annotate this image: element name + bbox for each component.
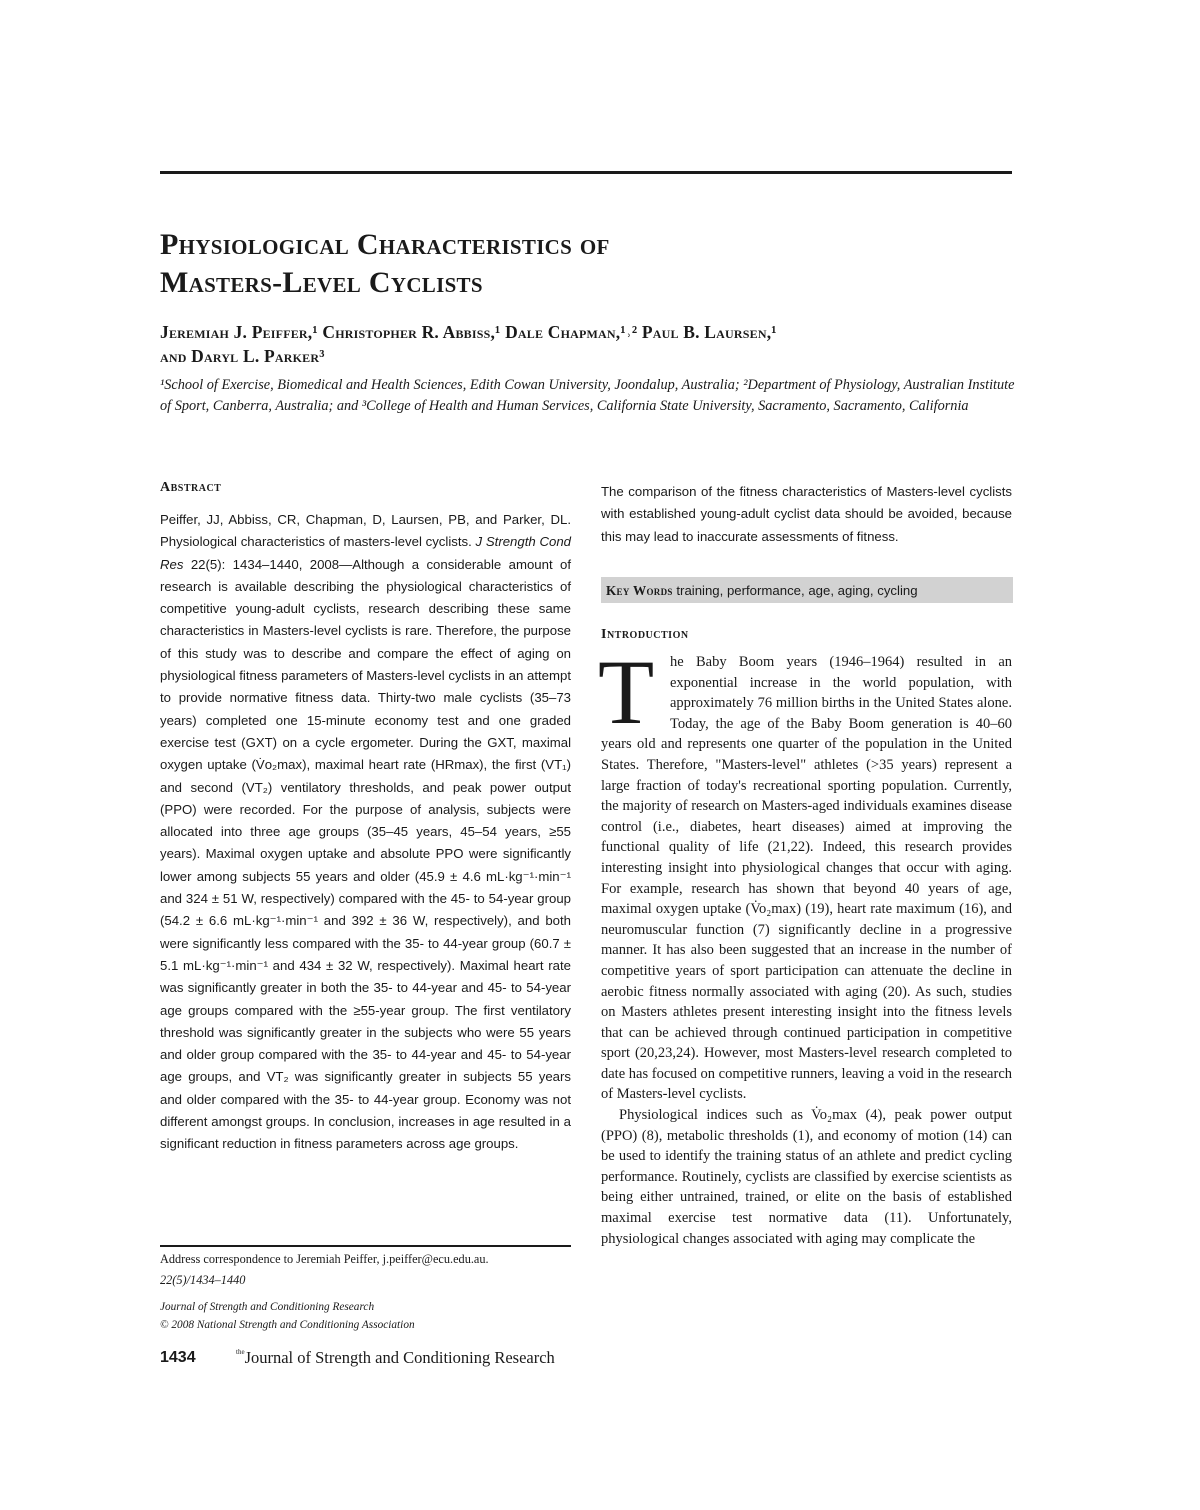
intro-paragraph-1: he Baby Boom years (1946–1964) resulted in an exponential increase in the world population, with approximately 76 million births in the United States alone. Today, the age of the Baby Boom generation is 40–60 years old and represents one quarter of the population in the United States. Therefore, "Masters-level" athletes (>35 years) represent a large fraction of today's recreational sporting population. Currently, the majority of research on Masters-aged individuals examines disease control (i.e., diabetes, heart diseases) aimed at improving the functional quality of life (21,22). Indeed, this research provides interesting insight into physiological changes that occur with aging. For example, research has shown that beyond 40 years of age, maximal oxygen uptake (V̇o₂max) (19), heart rate maximum (16), and neuromuscular function (7) significantly decline in a progressive manner. It has also been suggested that an increase in the number of competitive years of sport participation can attenuate the decline in aerobic fitness normally associated with aging (20). As such, studies on Masters athletes present interesting insight into the fitness levels that can be achieved through continued participation in competitive sport (20,23,24). However, most Masters-level research completed to date has focused on competitive runners, leaving a void in the research of Masters-level cyclists. — [601, 654, 1012, 1103]
abstract-body — [160, 509, 571, 1156]
affiliations: ¹School of Exercise, Biomedical and Health Sciences, Edith Cowan University, Joondalup, Australia; ²Department of Physiology, Australian Institute of Sport, Canberra, Australia; and ³College of Health and Human Services, California State University, Sacramento, Sacramento, California — [160, 377, 1015, 414]
journal-copyright — [160, 1298, 580, 1334]
authors-line-1: Jeremiah J. Peiffer,¹ Christopher R. Abbiss,¹ Dale Chapman,¹˒² Paul B. Laursen,¹ — [160, 322, 777, 342]
author-list — [160, 320, 1020, 368]
footer-the: the — [236, 1348, 245, 1356]
footer-journal-name: Journal of Strength and Conditioning Research — [244, 1348, 555, 1367]
journal-name: Journal of Strength and Conditioning Research — [160, 1301, 375, 1313]
abstract-heading: Abstract — [160, 480, 222, 495]
page-number: 1434 — [160, 1349, 196, 1366]
abstract-citation: Peiffer, JJ, Abbiss, CR, Chapman, D, Laursen, PB, and Parker, DL. Physiological characteristics of masters-level cyclists. — [160, 512, 571, 550]
title-line-2: Masters-Level Cyclists — [160, 266, 483, 299]
introduction-body — [601, 652, 1012, 1249]
header-rule — [160, 171, 1012, 174]
abstract-conclusion: The comparison of the fitness characteristics of Masters-level cyclists with established young-adult cyclist data should be avoided, because this may lead to inaccurate assessments of fitness. — [601, 484, 1012, 544]
introduction-heading: Introduction — [601, 627, 689, 642]
authors-line-2: and Daryl L. Parker³ — [160, 346, 325, 366]
abstract-text: 22(5): 1434–1440, 2008—Although a considerable amount of research is available describing the physiological characteristics of competitive young-adult cyclists, research describing these same characteristics in Masters-level cyclists is rare. Therefore, the purpose of this study was to describe and compare the effect of aging on physiological fitness parameters of Masters-level cyclists in an attempt to provide normative fitness data. Thirty-two male cyclists (35–73 years) completed one 15-minute economy test and one graded exercise test (GXT) on a cycle ergometer. During the GXT, maximal oxygen uptake (V̇o₂max), maximal heart rate (HRmax), the first (VT₁) and second (VT₂) ventilatory thresholds, and peak power output (PPO) were recorded. For the purpose of analysis, subjects were allocated into three age groups (35–45 years, 45–54 years, ≥55 years). Maximal oxygen uptake and absolute PPO were significantly lower among subjects 55 years and older (45.9 ± 4.6 mL·kg⁻¹·min⁻¹ and 324 ± 51 W, respectively) compared with the 45- to 54-year group (54.2 ± 6.6 mL·kg⁻¹·min⁻¹ and 392 ± 36 W, respectively), and both were significantly less compared with the 35- to 44-year group (60.7 ± 5.1 mL·kg⁻¹·min⁻¹ and 434 ± 32 W, respectively). Maximal heart rate was significantly greater in both the 35- to 44-year and 45- to 54-year age groups compared with the ≥55-year group. The first ventilatory threshold was significantly greater in the subjects who were 55 years and older group compared with the 35- to 44-year and 45- to 54-year age groups, and VT₂ was significantly greater in subjects 55 years and older compared with the 35- to 44-year group. Economy was not different amongst groups. In conclusion, increases in age resulted in a significant reduction in fitness parameters across age groups. — [160, 556, 571, 1152]
keywords-label: Key Words — [606, 583, 673, 598]
title-line-1: Physiological Characteristics of — [160, 228, 610, 261]
drop-cap: T — [598, 641, 655, 743]
volume-pages: 22(5)/1434–1440 — [160, 1273, 246, 1287]
intro-paragraph-2: Physiological indices such as V̇o₂max (4), peak power output (PPO) (8), metabolic thresholds (1), and economy of motion (14) can be used to identify the training status of an athlete and predict cycling performance. Routinely, cyclists are classified by exercise scientists as being either untrained, trained, or elite on the basis of established maximal exercise test normative data (11). Unfortunately, physiological changes associated with aging may complicate the — [601, 1107, 1012, 1247]
keywords-text: training, performance, age, aging, cycling — [672, 583, 918, 598]
abstract-journal: J Strength Cond Res — [160, 534, 571, 572]
copyright: © 2008 National Strength and Conditioning Association — [160, 1319, 415, 1331]
footnote-rule — [160, 1245, 571, 1247]
keywords-box — [601, 577, 1013, 603]
footer-journal — [236, 1348, 555, 1368]
article-title — [160, 226, 1020, 302]
correspondence-address: Address correspondence to Jeremiah Peiffer, j.peiffer@ecu.edu.au. — [160, 1252, 489, 1266]
